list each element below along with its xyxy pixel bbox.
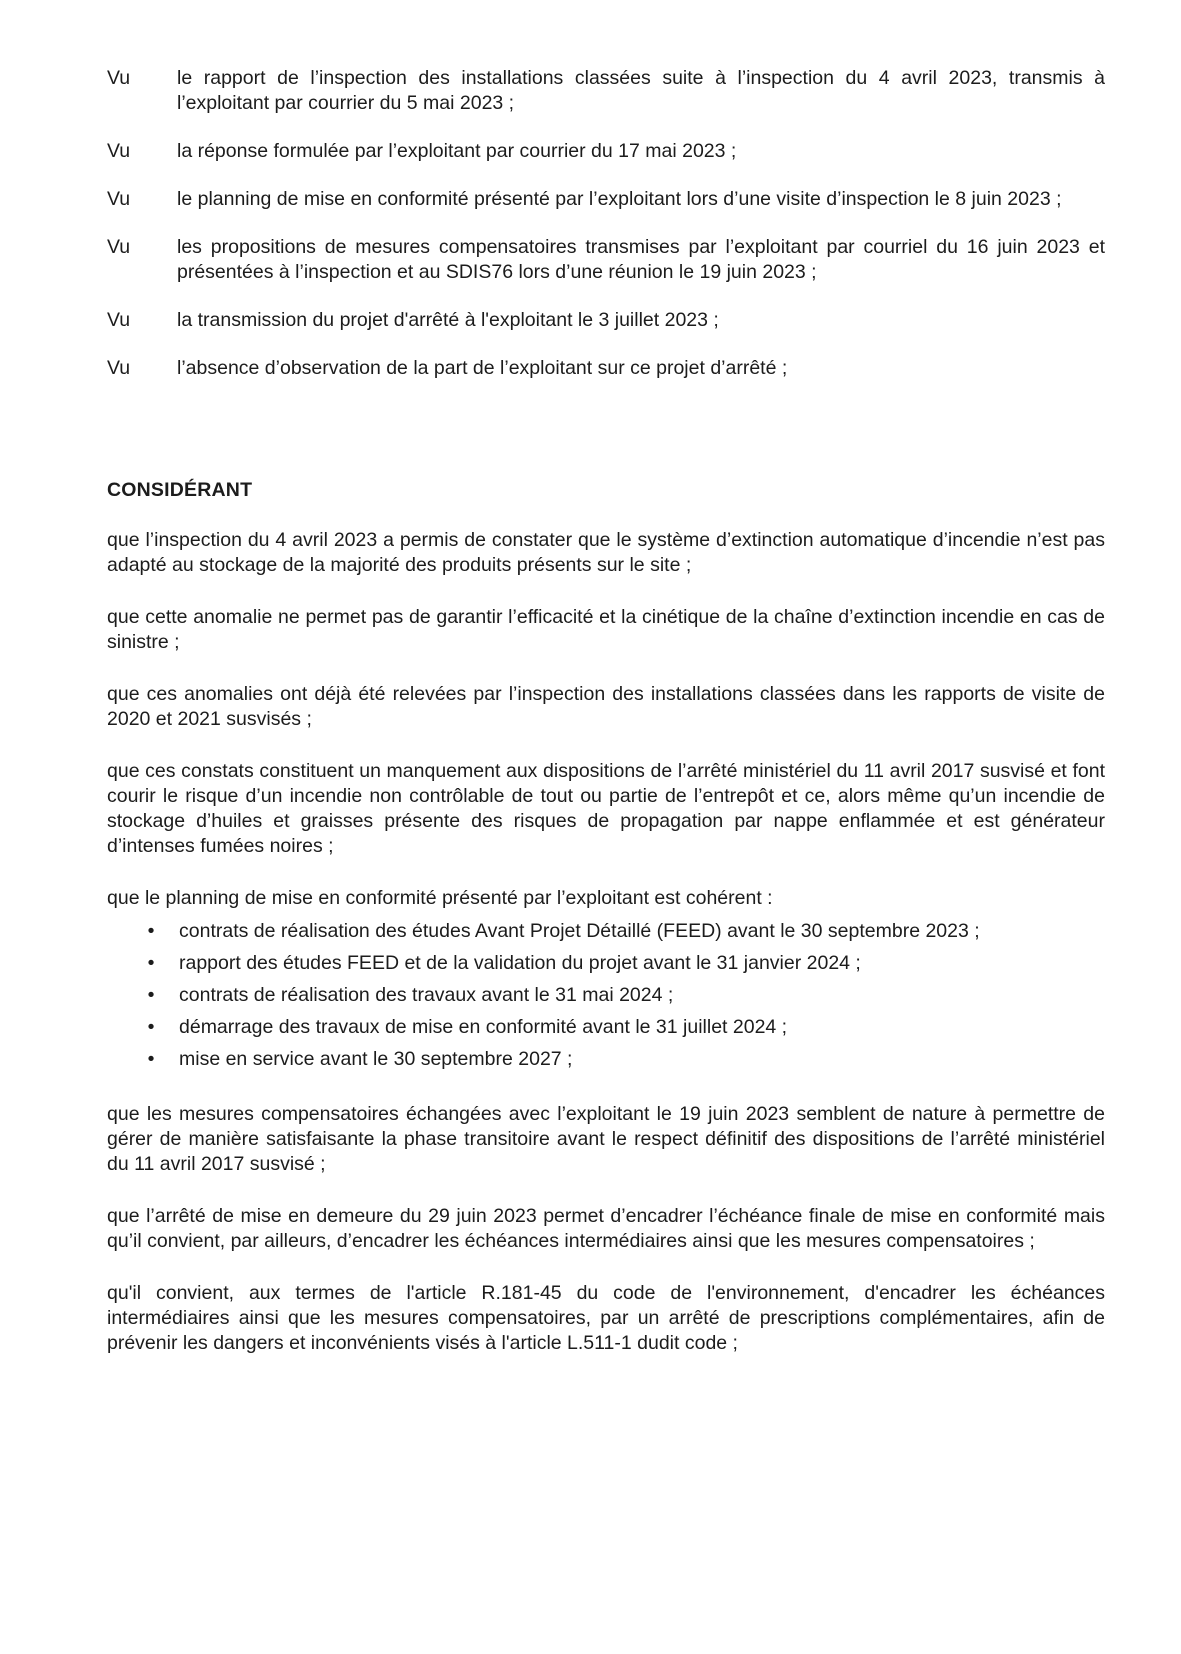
bullet-text: rapport des études FEED et de la validation du projet avant le 31 janvier 2024 ; — [179, 952, 861, 974]
vu-item — [107, 139, 1105, 164]
bullet-icon: • — [147, 952, 155, 974]
vu-text: l’absence d’observation de la part de l’exploitant sur ce projet d’arrêté ; — [177, 357, 788, 379]
vu-item — [107, 235, 1105, 285]
vu-text: la transmission du projet d'arrêté à l'exploitant le 3 juillet 2023 ; — [177, 309, 719, 331]
considerant-paragraph: qu'il convient, aux termes de l'article R.181-45 du code de l'environnement, d'encadrer les échéances intermédiaires ainsi que les mesures compensatoires, par un arrêté de prescriptions complémentaires, afin de prévenir les dangers et inconvénients visés à l'article L.511-1 dudit code ; — [107, 1282, 1105, 1354]
vu-label: Vu — [107, 67, 131, 89]
considerant-paragraph: que cette anomalie ne permet pas de garantir l’efficacité et la cinétique de la chaîne d’extinction incendie en cas de sinistre ; — [107, 606, 1105, 653]
bullet-item — [107, 1043, 1105, 1075]
bullet-text: contrats de réalisation des études Avant Projet Détaillé (FEED) avant le 30 septembre 2023 ; — [179, 920, 980, 942]
bullet-text: contrats de réalisation des travaux avant le 31 mai 2024 ; — [179, 984, 674, 1006]
considerant-list — [107, 528, 1105, 1383]
vu-label: Vu — [107, 357, 131, 379]
vu-label: Vu — [107, 236, 131, 258]
bullet-icon: • — [147, 984, 155, 1006]
considerant-paragraph: que le planning de mise en conformité présenté par l’exploitant est cohérent : — [107, 887, 773, 909]
bullet-text: mise en service avant le 30 septembre 2027 ; — [179, 1048, 573, 1070]
vu-list — [107, 66, 1105, 404]
bullet-item — [107, 915, 1105, 947]
vu-item — [107, 308, 1105, 333]
vu-item — [107, 356, 1105, 381]
vu-item — [107, 187, 1105, 212]
bullet-text: démarrage des travaux de mise en conformité avant le 31 juillet 2024 ; — [179, 1016, 788, 1038]
considerant-heading: CONSIDÉRANT — [107, 479, 253, 501]
considerant-paragraph: que ces anomalies ont déjà été relevées par l’inspection des installations classées dans les rapports de visite de 2020 et 2021 susvisés ; — [107, 683, 1105, 730]
vu-text: les propositions de mesures compensatoires transmises par l’exploitant par courriel du 16 juin 2023 et présentées à l’inspection et au SDIS76 lors d’une réunion le 19 juin 2023 ; — [177, 236, 1105, 283]
considerant-paragraph: que ces constats constituent un manquement aux dispositions de l’arrêté ministériel du 11 avril 2017 susvisé et font courir le risque d’un incendie non contrôlable de tout ou partie de l’entrepôt et ce, alors même qu’un incendie de stockage d’huiles et graisses présente des risques de propagation par nappe enflammée et est générateur d’intenses fumées noires ; — [107, 760, 1105, 857]
considerant-paragraph: que l’inspection du 4 avril 2023 a permis de constater que le système d’extinction automatique d’incendie n’est pas adapté au stockage de la majorité des produits présents sur le site ; — [107, 529, 1105, 576]
vu-label: Vu — [107, 140, 131, 162]
vu-item — [107, 66, 1105, 116]
vu-label: Vu — [107, 309, 131, 331]
considerant-paragraph: que les mesures compensatoires échangées avec l’exploitant le 19 juin 2023 semblent de nature à permettre de gérer de manière satisfaisante la phase transitoire avant le respect définitif des dispositions de l’arrêté ministériel du 11 avril 2017 susvisé ; — [107, 1103, 1105, 1175]
bullet-icon: • — [147, 1016, 155, 1038]
vu-text: la réponse formulée par l’exploitant par courrier du 17 mai 2023 ; — [177, 140, 737, 162]
considerant-paragraph: que l’arrêté de mise en demeure du 29 juin 2023 permet d’encadrer l’échéance finale de mise en conformité mais qu’il convient, par ailleurs, d’encadrer les échéances intermédiaires ainsi que les mesures compensatoires ; — [107, 1205, 1105, 1252]
planning-bullet-list — [107, 915, 1105, 1075]
vu-text: le rapport de l’inspection des installations classées suite à l’inspection du 4 avril 2023, transmis à l’exploitant par courrier du 5 mai 2023 ; — [177, 67, 1105, 114]
bullet-icon: • — [147, 920, 155, 942]
vu-text: le planning de mise en conformité présenté par l’exploitant lors d’une visite d’inspection le 8 juin 2023 ; — [177, 188, 1062, 210]
bullet-item — [107, 1011, 1105, 1043]
bullet-item — [107, 979, 1105, 1011]
bullet-item — [107, 947, 1105, 979]
bullet-icon: • — [147, 1048, 155, 1070]
vu-label: Vu — [107, 188, 131, 210]
